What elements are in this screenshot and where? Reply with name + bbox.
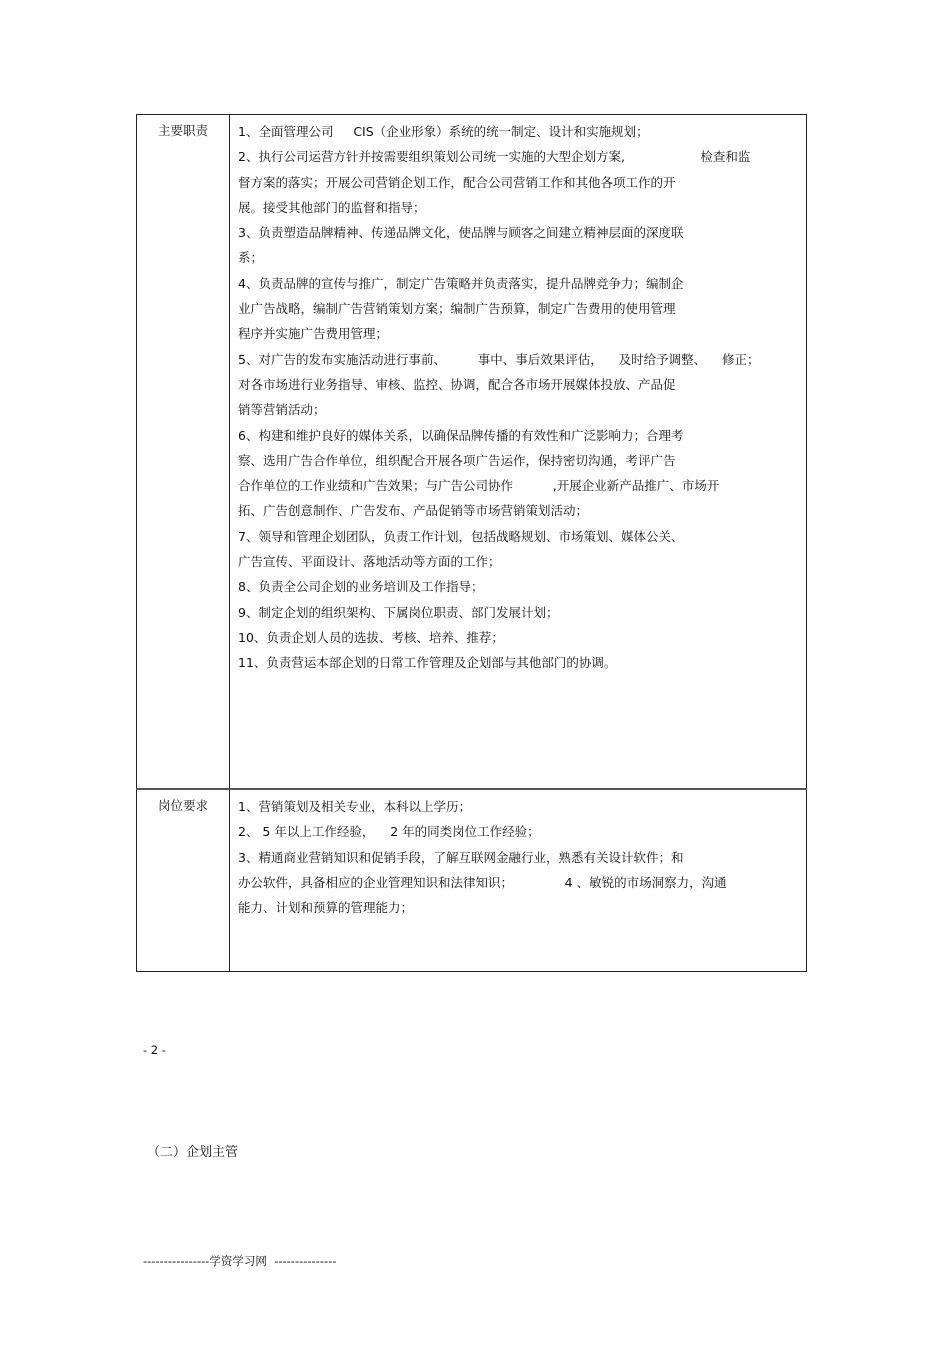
requirement-line: 1、营销策划及相关专业，本科以上学历； (238, 799, 471, 814)
requirements-label: 岗位要求 (137, 789, 230, 972)
duty-line: 拓、广告创意制作、广告发布、产品促销等市场营销策划活动； (238, 503, 589, 519)
duty-line: 广告宣传、平面设计、落地活动等方面的工作； (238, 554, 501, 570)
duties-content (230, 115, 807, 790)
duty-line: 6、构建和维护良好的媒体关系，以确保品牌传播的有效性和广泛影响力；合理考 (238, 427, 684, 443)
duty-line: 4、负责品牌的宣传与推广，制定广告策略并负责落实，提升品牌竞争力；编制企 (238, 275, 684, 291)
duty-line: 7、领导和管理企划团队，负责工作计划，包括战略规划、市场策划、媒体公关、 (238, 528, 684, 544)
requirements-content (230, 789, 807, 972)
job-duty-table (136, 114, 807, 972)
duty-line: 督方案的落实；开展公司营销企划工作，配合公司营销工作和其他各项工作的开 (238, 174, 676, 190)
duties-row (137, 115, 807, 790)
duty-line: 系； (238, 250, 264, 266)
footer-watermark: ----------------学资学习网 --------------- (143, 1254, 337, 1268)
duty-line: 10、负责企划人员的选拔、考核、培养、推荐； (238, 629, 504, 645)
duty-line: 9、制定企划的组织架构、下属岗位职责、部门发展计划； (238, 604, 559, 620)
duty-line: 销等营销活动； (238, 402, 326, 418)
duty-line: 5、对广告的发布实施活动进行事前、 事中、事后效果评估， 及时给予调整、 修正； (238, 351, 760, 367)
duties-label: 主要职责 (137, 115, 230, 790)
duty-line: 合作单位的工作业绩和广告效果；与广告公司协作 ,开展企业新产品推广、市场开 (238, 478, 720, 494)
duty-line: 对各市场进行业务指导、审核、监控、协调，配合各市场开展媒体投放、产品促 (238, 376, 676, 392)
requirements-row (137, 789, 807, 972)
duty-line: 1、全面管理公司 CIS（企业形象）系统的统一制定、设计和实施规划； (238, 124, 649, 139)
duty-line: 8、负责全公司企划的业务培训及工作指导； (238, 579, 484, 595)
duty-line: 展。接受其他部门的监督和指导； (238, 199, 426, 215)
duty-line: 2、执行公司运营方针并按需要组织策划公司统一实施的大型企划方案, 检查和监 (238, 149, 751, 165)
duty-line: 程序并实施广告费用管理； (238, 326, 389, 342)
duty-line: 3、负责塑造品牌精神、传递品牌文化，使品牌与顾客之间建立精神层面的深度联 (238, 225, 684, 241)
section-heading: （二）企划主管 (147, 1145, 239, 1160)
duty-line: 11、负责营运本部企划的日常工作管理及企划部与其他部门的协调。 (238, 655, 617, 671)
duty-line: 察、选用广告合作单位，组织配合开展各项广告运作，保持密切沟通，考评广告 (238, 452, 676, 468)
page-number: - 2 - (143, 1043, 166, 1057)
requirement-line: 能力、计划和预算的管理能力； (238, 900, 414, 916)
requirement-line: 办公软件，具备相应的企业管理知识和法律知识； 4 、敏锐的市场洞察力，沟通 (238, 874, 727, 890)
requirement-line: 3、精通商业营销知识和促销手段，了解互联网金融行业，熟悉有关设计软件；和 (238, 849, 684, 865)
requirement-line: 2、 5 年以上工作经验， 2 年的同类岗位工作经验； (238, 824, 540, 840)
duty-line: 业广告战略，编制广告营销策划方案；编制广告预算，制定广告费用的使用管理 (238, 301, 676, 317)
